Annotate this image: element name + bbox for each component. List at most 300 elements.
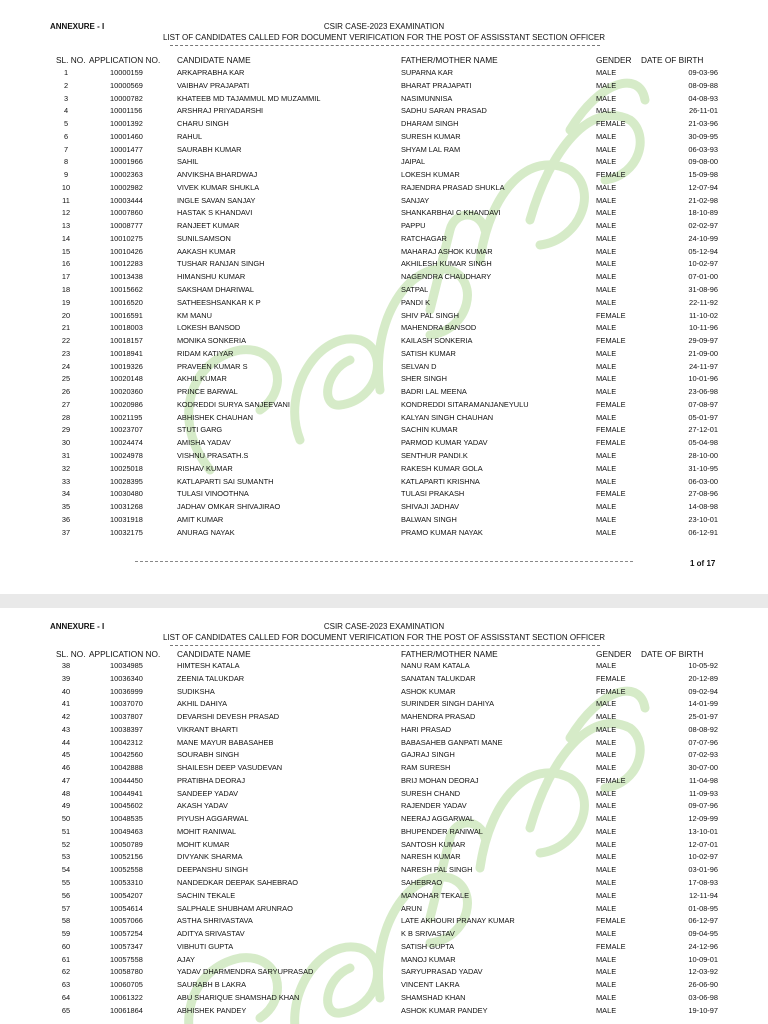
table-row [0, 813, 768, 826]
cell-candidate-name: ABU SHARIQUE SHAMSHAD KHAN [177, 992, 300, 1002]
table-row [0, 322, 768, 335]
cell-gender: MALE [596, 865, 617, 875]
cell-date-of-birth: 12-09-99 [688, 814, 718, 824]
cell-sl-no: 10 [61, 182, 71, 192]
cell-candidate-name: YADAV DHARMENDRA SARYUPRASAD [177, 967, 314, 977]
table-row [0, 310, 768, 323]
cell-candidate-name: PRATIBHA DEORAJ [177, 775, 246, 785]
cell-date-of-birth: 10-11-96 [688, 323, 718, 333]
cell-father-mother-name: KONDREDDI SITARAMANJANEYULU [401, 399, 529, 409]
cell-application-no: 10052156 [110, 852, 143, 862]
table-row [0, 762, 768, 775]
header-separator [170, 45, 600, 46]
cell-father-mother-name: KALYAN SINGH CHAUHAN [401, 412, 494, 422]
cell-gender: MALE [596, 980, 617, 990]
cell-sl-no: 42 [61, 712, 71, 722]
cell-father-mother-name: AKHILESH KUMAR SINGH [401, 259, 492, 269]
cell-sl-no: 46 [61, 763, 71, 773]
cell-candidate-name: ARSHRAJ PRIYADARSHI [177, 106, 264, 116]
cell-father-mother-name: NARESH PAL SINGH [401, 865, 473, 875]
cell-gender: MALE [596, 323, 617, 333]
table-row [0, 737, 768, 750]
table-row [0, 903, 768, 916]
list-subtitle: LIST OF CANDIDATES CALLED FOR DOCUMENT VERIFICATION FOR THE POST OF ASSISSTANT SECTION OFFICER [163, 33, 605, 42]
cell-candidate-name: HASTAK S KHANDAVI [177, 208, 253, 218]
cell-gender: MALE [596, 246, 617, 256]
table-row [0, 93, 768, 106]
table-row [0, 698, 768, 711]
cell-gender: MALE [596, 297, 617, 307]
annexure-label: ANNEXURE - I [50, 22, 105, 31]
cell-father-mother-name: TULASI PRAKASH [401, 489, 465, 499]
cell-gender: MALE [596, 514, 617, 524]
cell-date-of-birth: 11-04-98 [688, 775, 718, 785]
cell-sl-no: 57 [61, 903, 71, 913]
table-row [0, 851, 768, 864]
table-row [0, 182, 768, 195]
cell-sl-no: 52 [61, 839, 71, 849]
cell-gender: MALE [596, 737, 617, 747]
table-row [0, 915, 768, 928]
cell-father-mother-name: KAILASH SONKERIA [401, 336, 473, 346]
cell-father-mother-name: LOKESH KUMAR [401, 170, 460, 180]
cell-candidate-name: VAIBHAV PRAJAPATI [177, 80, 250, 90]
cell-sl-no: 39 [61, 673, 71, 683]
cell-application-no: 10042560 [110, 750, 143, 760]
cell-application-no: 10025018 [110, 463, 143, 473]
cell-gender: MALE [596, 361, 617, 371]
table-row [0, 437, 768, 450]
cell-father-mother-name: MAHARAJ ASHOK KUMAR [401, 246, 493, 256]
cell-sl-no: 2 [63, 80, 69, 90]
exam-title: CSIR CASE-2023 EXAMINATION [323, 622, 445, 631]
cell-gender: MALE [596, 1005, 617, 1015]
cell-father-mother-name: SURESH KUMAR [401, 131, 461, 141]
table-row [0, 297, 768, 310]
cell-sl-no: 34 [61, 489, 71, 499]
cell-application-no: 10018003 [110, 323, 143, 333]
table-header [0, 55, 768, 65]
table-row [0, 144, 768, 157]
cell-candidate-name: PIYUSH AGGARWAL [177, 814, 249, 824]
candidate-table [0, 67, 768, 539]
table-row [0, 514, 768, 527]
cell-sl-no: 37 [61, 527, 71, 537]
table-row [0, 258, 768, 271]
cell-date-of-birth: 05-04-98 [688, 438, 718, 448]
cell-candidate-name: TUSHAR RANJAN SINGH [177, 259, 265, 269]
cell-application-no: 10030480 [110, 489, 143, 499]
cell-father-mother-name: SATPAL [401, 285, 429, 295]
cell-sl-no: 13 [61, 221, 71, 231]
cell-father-mother-name: RAJENDER YADAV [401, 801, 467, 811]
cell-sl-no: 43 [61, 724, 71, 734]
cell-father-mother-name: SAHEBRAO [401, 878, 443, 888]
col-father-mother-name: FATHER/MOTHER NAME [401, 649, 498, 659]
cell-application-no: 10000782 [110, 93, 143, 103]
cell-candidate-name: SAURABH KUMAR [177, 144, 242, 154]
cell-application-no: 10013438 [110, 272, 143, 282]
table-row [0, 220, 768, 233]
table-row [0, 156, 768, 169]
cell-candidate-name: SAHIL [177, 157, 199, 167]
cell-sl-no: 19 [61, 297, 71, 307]
cell-candidate-name: VIVEK KUMAR SHUKLA [177, 182, 260, 192]
cell-father-mother-name: PAPPU [401, 221, 426, 231]
cell-father-mother-name: MANOJ KUMAR [401, 954, 456, 964]
cell-application-no: 10057254 [110, 929, 143, 939]
cell-sl-no: 15 [61, 246, 71, 256]
cell-candidate-name: KODREDDI SURYA SANJEEVANI [177, 399, 290, 409]
cell-father-mother-name: ASHOK KUMAR [401, 686, 456, 696]
cell-father-mother-name: NARESH KUMAR [401, 852, 461, 862]
table-row [0, 246, 768, 259]
cell-application-no: 10001156 [110, 106, 143, 116]
cell-date-of-birth: 08-09-88 [688, 80, 718, 90]
cell-sl-no: 58 [61, 916, 71, 926]
col-candidate-name: CANDIDATE NAME [177, 649, 251, 659]
cell-sl-no: 48 [61, 788, 71, 798]
cell-date-of-birth: 09-03-96 [688, 68, 718, 77]
cell-date-of-birth: 26-11-01 [688, 106, 718, 116]
cell-application-no: 10036999 [110, 686, 143, 696]
cell-gender: MALE [596, 839, 617, 849]
cell-candidate-name: VISHNU PRASATH.S [177, 450, 249, 460]
table-row [0, 501, 768, 514]
table-row [0, 424, 768, 437]
cell-father-mother-name: ASHOK KUMAR PANDEY [401, 1005, 488, 1015]
table-row [0, 67, 768, 80]
cell-candidate-name: DEEPANSHU SINGH [177, 865, 248, 875]
cell-application-no: 10057066 [110, 916, 143, 926]
table-row [0, 788, 768, 801]
cell-father-mother-name: NAGENDRA CHAUDHARY [401, 272, 492, 282]
candidate-table [0, 660, 768, 1017]
cell-application-no: 10019326 [110, 361, 143, 371]
cell-candidate-name: SALPHALE SHUBHAM ARUNRAO [177, 903, 293, 913]
cell-gender: MALE [596, 272, 617, 282]
cell-date-of-birth: 21-09-00 [688, 348, 718, 358]
cell-candidate-name: SHAILESH DEEP VASUDEVAN [177, 763, 283, 773]
table-row [0, 284, 768, 297]
cell-candidate-name: SOURABH SINGH [177, 750, 240, 760]
table-row [0, 711, 768, 724]
cell-gender: FEMALE [596, 489, 626, 499]
cell-date-of-birth: 18-10-89 [688, 208, 718, 218]
cell-date-of-birth: 07-01-00 [688, 272, 718, 282]
cell-sl-no: 9 [63, 170, 69, 180]
cell-application-no: 10042312 [110, 737, 143, 747]
cell-gender: FEMALE [596, 686, 626, 696]
cell-sl-no: 22 [61, 336, 71, 346]
cell-father-mother-name: SHYAM LAL RAM [401, 144, 461, 154]
cell-father-mother-name: SANATAN TALUKDAR [401, 673, 476, 683]
cell-application-no: 10000569 [110, 80, 143, 90]
cell-candidate-name: ASTHA SHRIVASTAVA [177, 916, 253, 926]
cell-sl-no: 16 [61, 259, 71, 269]
cell-sl-no: 53 [61, 852, 71, 862]
cell-candidate-name: LOKESH BANSOD [177, 323, 241, 333]
cell-sl-no: 40 [61, 686, 71, 696]
cell-gender: MALE [596, 476, 617, 486]
cell-sl-no: 54 [61, 865, 71, 875]
cell-date-of-birth: 04-08-93 [688, 93, 718, 103]
table-row [0, 660, 768, 673]
table-row [0, 826, 768, 839]
cell-gender: MALE [596, 106, 617, 116]
cell-application-no: 10031918 [110, 514, 143, 524]
cell-date-of-birth: 21-02-98 [688, 195, 718, 205]
table-row [0, 386, 768, 399]
cell-date-of-birth: 10-02-97 [688, 259, 718, 269]
cell-gender: MALE [596, 80, 617, 90]
table-row [0, 749, 768, 762]
cell-application-no: 10060705 [110, 980, 143, 990]
cell-gender: MALE [596, 208, 617, 218]
cell-candidate-name: HIMANSHU KUMAR [177, 272, 246, 282]
cell-father-mother-name: MANOHAR TEKALE [401, 890, 470, 900]
cell-father-mother-name: BADRI LAL MEENA [401, 387, 467, 397]
cell-application-no: 10038397 [110, 724, 143, 734]
cell-application-no: 10000159 [110, 68, 143, 77]
cell-application-no: 10061322 [110, 992, 143, 1002]
cell-father-mother-name: SENTHUR PANDI.K [401, 450, 468, 460]
cell-candidate-name: AMIT KUMAR [177, 514, 224, 524]
cell-sl-no: 35 [61, 502, 71, 512]
col-sl-no: SL. NO. [56, 649, 86, 659]
cell-date-of-birth: 28-10-00 [688, 450, 718, 460]
cell-candidate-name: ADITYA SRIVASTAV [177, 929, 245, 939]
cell-father-mother-name: RAJENDRA PRASAD SHUKLA [401, 182, 505, 192]
annexure-label: ANNEXURE - I [50, 622, 105, 631]
cell-gender: MALE [596, 661, 617, 670]
cell-date-of-birth: 11-09-93 [688, 788, 718, 798]
cell-date-of-birth: 30-07-00 [688, 763, 718, 773]
cell-gender: FEMALE [596, 399, 626, 409]
cell-gender: MALE [596, 144, 617, 154]
table-row [0, 928, 768, 941]
cell-candidate-name: SAKSHAM DHARIWAL [177, 285, 254, 295]
table-header [0, 649, 768, 659]
cell-sl-no: 3 [63, 93, 69, 103]
cell-father-mother-name: LATE AKHOURI PRANAY KUMAR [401, 916, 515, 926]
cell-father-mother-name: SHANKARBHAI C KHANDAVI [401, 208, 501, 218]
cell-father-mother-name: SHIVAJI JADHAV [401, 502, 460, 512]
cell-gender: MALE [596, 992, 617, 1002]
cell-date-of-birth: 12-07-01 [688, 839, 718, 849]
cell-gender: MALE [596, 68, 617, 77]
cell-candidate-name: PRAVEEN KUMAR S [177, 361, 248, 371]
cell-father-mother-name: SATISH KUMAR [401, 348, 456, 358]
cell-father-mother-name: SANJAY [401, 195, 430, 205]
cell-father-mother-name: PANDI K [401, 297, 431, 307]
cell-application-no: 10001392 [110, 119, 143, 129]
cell-sl-no: 27 [61, 399, 71, 409]
cell-gender: MALE [596, 967, 617, 977]
table-row [0, 673, 768, 686]
table-row [0, 348, 768, 361]
cell-candidate-name: ANVIKSHA BHARDWAJ [177, 170, 258, 180]
cell-application-no: 10037807 [110, 712, 143, 722]
table-row [0, 839, 768, 852]
cell-candidate-name: ZEENIA TALUKDAR [177, 673, 245, 683]
table-row [0, 195, 768, 208]
cell-sl-no: 18 [61, 285, 71, 295]
cell-father-mother-name: DHARAM SINGH [401, 119, 459, 129]
cell-father-mother-name: BALWAN SINGH [401, 514, 457, 524]
cell-candidate-name: NANDEDKAR DEEPAK SAHEBRAO [177, 878, 299, 888]
cell-date-of-birth: 26-06-90 [688, 980, 718, 990]
cell-gender: MALE [596, 412, 617, 422]
cell-father-mother-name: VINCENT LAKRA [401, 980, 460, 990]
cell-father-mother-name: NASIMUNNISA [401, 93, 453, 103]
cell-candidate-name: KATLAPARTI SAI SUMANTH [177, 476, 274, 486]
list-subtitle: LIST OF CANDIDATES CALLED FOR DOCUMENT VERIFICATION FOR THE POST OF ASSISSTANT SECTION OFFICER [163, 633, 605, 642]
cell-gender: FEMALE [596, 673, 626, 683]
cell-gender: MALE [596, 93, 617, 103]
cell-date-of-birth: 06-03-93 [688, 144, 718, 154]
table-row [0, 1005, 768, 1018]
cell-sl-no: 47 [61, 775, 71, 785]
cell-sl-no: 8 [63, 157, 69, 167]
cell-candidate-name: SAURABH B LAKRA [177, 980, 247, 990]
cell-application-no: 10001460 [110, 131, 143, 141]
cell-candidate-name: CHARU SINGH [177, 119, 229, 129]
table-row [0, 131, 768, 144]
cell-candidate-name: MONIKA SONKERIA [177, 336, 246, 346]
cell-sl-no: 55 [61, 878, 71, 888]
cell-date-of-birth: 24-10-99 [688, 233, 718, 243]
cell-application-no: 10054614 [110, 903, 143, 913]
page-number: 1 of 17 [690, 559, 716, 568]
cell-date-of-birth: 03-06-98 [688, 992, 718, 1002]
cell-candidate-name: RISHAV KUMAR [177, 463, 233, 473]
cell-sl-no: 21 [61, 323, 71, 333]
cell-sl-no: 17 [61, 272, 71, 282]
cell-father-mother-name: SACHIN KUMAR [401, 425, 458, 435]
cell-application-no: 10020148 [110, 374, 143, 384]
cell-gender: FEMALE [596, 775, 626, 785]
col-sl-no: SL. NO. [56, 55, 86, 65]
cell-gender: MALE [596, 954, 617, 964]
cell-candidate-name: HIMTESH KATALA [177, 661, 240, 670]
cell-gender: MALE [596, 182, 617, 192]
cell-application-no: 10037070 [110, 699, 143, 709]
cell-sl-no: 31 [61, 450, 71, 460]
cell-application-no: 10020986 [110, 399, 143, 409]
cell-father-mother-name: BRIJ MOHAN DEORAJ [401, 775, 479, 785]
cell-sl-no: 45 [61, 750, 71, 760]
cell-application-no: 10007860 [110, 208, 143, 218]
cell-father-mother-name: MAHENDRA PRASAD [401, 712, 476, 722]
table-row [0, 966, 768, 979]
table-row [0, 488, 768, 501]
cell-gender: MALE [596, 929, 617, 939]
cell-date-of-birth: 31-08-96 [688, 285, 718, 295]
cell-application-no: 10001966 [110, 157, 143, 167]
cell-date-of-birth: 10-09-01 [688, 954, 718, 964]
cell-application-no: 10008777 [110, 221, 143, 231]
cell-application-no: 10032175 [110, 527, 143, 537]
cell-date-of-birth: 12-03-92 [688, 967, 718, 977]
cell-date-of-birth: 31-10-95 [688, 463, 718, 473]
cell-sl-no: 44 [61, 737, 71, 747]
cell-gender: FEMALE [596, 438, 626, 448]
cell-candidate-name: SANDEEP YADAV [177, 788, 239, 798]
cell-date-of-birth: 10-02-97 [688, 852, 718, 862]
document-page-2 [0, 608, 768, 1024]
footer-separator [135, 561, 633, 562]
cell-date-of-birth: 07-02-93 [688, 750, 718, 760]
cell-date-of-birth: 05-01-97 [688, 412, 718, 422]
cell-date-of-birth: 15-09-98 [688, 170, 718, 180]
cell-date-of-birth: 05-12-94 [688, 246, 718, 256]
cell-application-no: 10050789 [110, 839, 143, 849]
cell-application-no: 10018941 [110, 348, 143, 358]
cell-application-no: 10031268 [110, 502, 143, 512]
cell-application-no: 10061864 [110, 1005, 143, 1015]
cell-candidate-name: SACHIN TEKALE [177, 890, 236, 900]
cell-gender: MALE [596, 502, 617, 512]
cell-candidate-name: DEVARSHI DEVESH PRASAD [177, 712, 280, 722]
cell-sl-no: 7 [63, 144, 69, 154]
cell-father-mother-name: SHIV PAL SINGH [401, 310, 459, 320]
cell-date-of-birth: 19-10-97 [688, 1005, 718, 1015]
cell-father-mother-name: SHER SINGH [401, 374, 447, 384]
table-row [0, 864, 768, 877]
table-row [0, 271, 768, 284]
cell-date-of-birth: 14-08-98 [688, 502, 718, 512]
table-row [0, 992, 768, 1005]
cell-gender: MALE [596, 463, 617, 473]
cell-application-no: 10044941 [110, 788, 143, 798]
cell-candidate-name: TULASI VINOOTHNA [177, 489, 249, 499]
cell-sl-no: 50 [61, 814, 71, 824]
cell-father-mother-name: SHAMSHAD KHAN [401, 992, 466, 1002]
cell-application-no: 10021195 [110, 412, 143, 422]
cell-sl-no: 20 [61, 310, 71, 320]
table-row [0, 361, 768, 374]
cell-date-of-birth: 09-02-94 [688, 686, 718, 696]
table-row [0, 169, 768, 182]
cell-father-mother-name: SADHU SARAN PRASAD [401, 106, 487, 116]
cell-father-mother-name: SARYUPRASAD YADAV [401, 967, 483, 977]
cell-date-of-birth: 09-08-00 [688, 157, 718, 167]
cell-date-of-birth: 13-10-01 [688, 826, 718, 836]
cell-candidate-name: ANURAG NAYAK [177, 527, 235, 537]
cell-application-no: 10016591 [110, 310, 143, 320]
cell-father-mother-name: GAJRAJ SINGH [401, 750, 455, 760]
table-row [0, 941, 768, 954]
cell-gender: MALE [596, 131, 617, 141]
cell-application-no: 10001477 [110, 144, 143, 154]
cell-date-of-birth: 24-12-96 [688, 941, 718, 951]
cell-date-of-birth: 10-01-96 [688, 374, 718, 384]
cell-gender: MALE [596, 878, 617, 888]
cell-application-no: 10024474 [110, 438, 143, 448]
cell-gender: MALE [596, 699, 617, 709]
cell-application-no: 10045602 [110, 801, 143, 811]
cell-sl-no: 5 [63, 119, 69, 129]
cell-sl-no: 29 [61, 425, 71, 435]
cell-application-no: 10049463 [110, 826, 143, 836]
cell-sl-no: 26 [61, 387, 71, 397]
cell-application-no: 10057558 [110, 954, 143, 964]
cell-application-no: 10036340 [110, 673, 143, 683]
cell-sl-no: 32 [61, 463, 71, 473]
cell-sl-no: 24 [61, 361, 71, 371]
cell-gender: MALE [596, 259, 617, 269]
